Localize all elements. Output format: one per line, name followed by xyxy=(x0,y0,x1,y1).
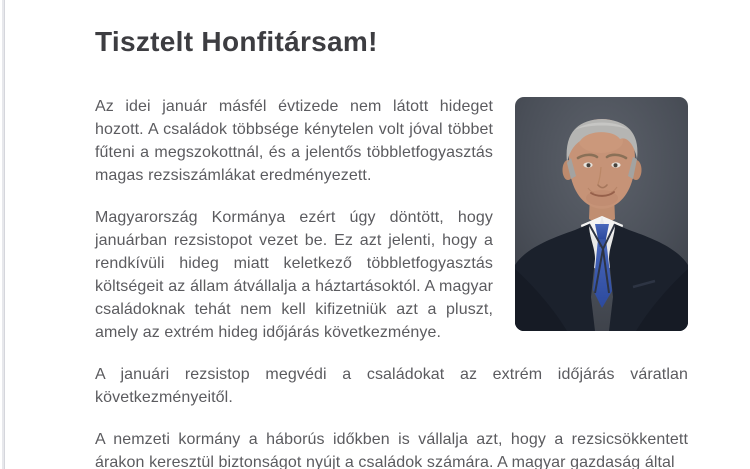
letter-content xyxy=(95,27,688,469)
portrait-illustration xyxy=(515,97,688,331)
paragraph-national-government: A nemzeti kormány a háborús időkben is vállalja azt, hogy a rezsicsökkentett árakon keresztül biztonságot nyújt a családok számára. A magyar gazdaság által xyxy=(95,431,688,469)
page-edge-divider xyxy=(2,0,5,469)
paragraph-protection: A januári rezsistop megvédi a családokat az extrém időjárás váratlan következményeitől. xyxy=(95,366,688,406)
paragraph-rezsistop-announcement: Magyarország Kormánya ezért úgy döntött, hogy januárban rezsistopot vezet be. Ez azt jelenti, hogy a rendkívüli hideg miatt keletkező többletfogyasztás költségeit az állam átvállalja a háztartásoktól. A magyar családoknak tehát nem kell kifizetniük azt a pluszt, amely az extrém hideg időjárás következménye. xyxy=(95,209,493,341)
paragraph-intro: Az idei január másfél évtizede nem látott hideget hozott. A családok többsége kénytelen volt jóval többet fűteni a megszokottnál, és a jelentős többletfogyasztás magas rezsiszámlákat eredményezett. xyxy=(95,98,493,184)
portrait-photo xyxy=(515,97,688,331)
page-title: Tisztelt Honfitársam! xyxy=(95,26,378,57)
